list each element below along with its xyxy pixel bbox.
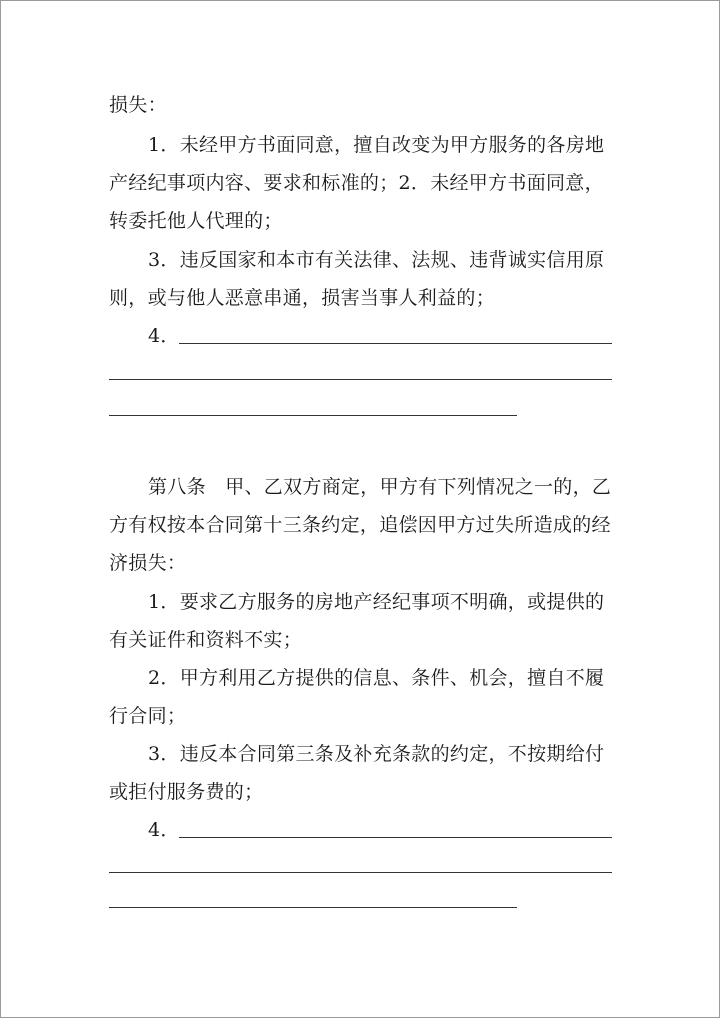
blank-fill-line — [179, 837, 612, 838]
clause-item-3: 3．违反国家和本市有关法律、法规、违背诚实信用原 — [148, 249, 605, 271]
article-8-item-3-cont: 或拒付服务费的； — [109, 781, 264, 803]
blank-fill-line — [109, 872, 612, 873]
clause-item-1: 1．未经甲方书面同意，擅自改变为甲方服务的各房地 — [148, 134, 605, 156]
blank-fill-line — [109, 415, 517, 416]
paragraph-text: 损失： — [109, 94, 167, 116]
article-8-item-3: 3．违反本合同第三条及补充条款的约定，不按期给付 — [148, 743, 605, 765]
blank-fill-line — [109, 379, 612, 380]
article-8-item-1: 1．要求乙方服务的房地产经纪事项不明确，或提供的 — [148, 591, 605, 613]
clause-item-1-cont: 产经纪事项内容、要求和标准的；2．未经甲方书面同意， — [109, 172, 604, 194]
article-8-heading: 第八条 甲、乙双方商定，甲方有下列情况之一的，乙 — [148, 476, 612, 498]
clause-item-2-cont: 转委托他人代理的； — [109, 210, 283, 232]
article-8-item-4-label: 4． — [148, 819, 180, 841]
blank-fill-line — [179, 343, 612, 344]
article-8-text: 济损失： — [109, 552, 187, 574]
article-8-text: 方有权按本合同第十三条约定，追偿因甲方过失所造成的经 — [109, 514, 611, 536]
clause-item-3-cont: 则，或与他人恶意串通，损害当事人利益的； — [109, 287, 496, 309]
article-8-item-1-cont: 有关证件和资料不实； — [109, 629, 303, 651]
clause-item-4-label: 4． — [148, 325, 180, 347]
blank-fill-line — [109, 907, 517, 908]
article-8-item-2-cont: 行合同； — [109, 705, 187, 727]
article-8-item-2: 2．甲方利用乙方提供的信息、条件、机会，擅自不履 — [148, 667, 605, 689]
